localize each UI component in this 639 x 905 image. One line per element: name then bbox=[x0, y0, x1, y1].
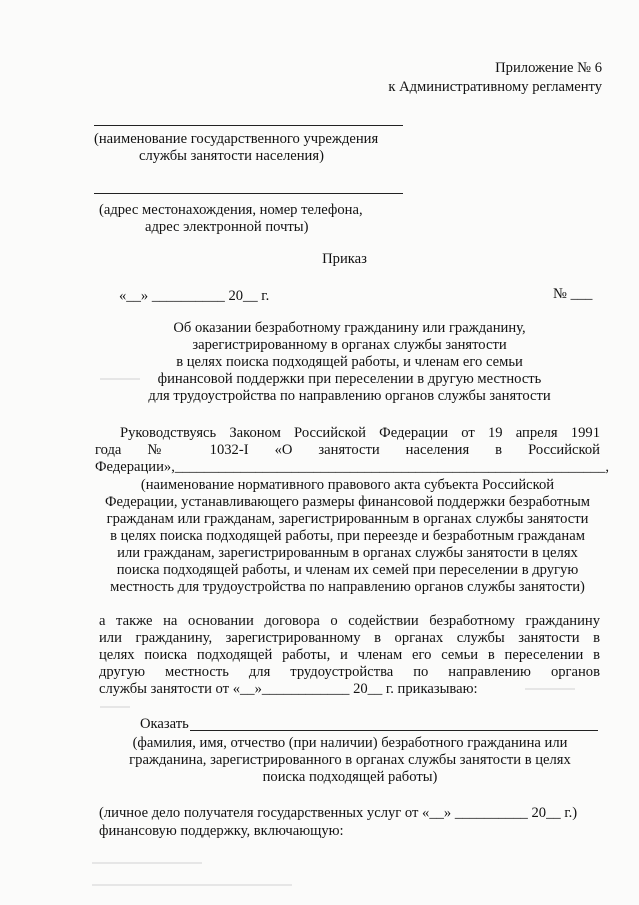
institution-caption-line1: (наименование государственного учреждения bbox=[94, 131, 379, 147]
provide-caption-line3: поиска подходящей работы) bbox=[262, 769, 438, 785]
body1-line3: Федерации»,___________________________________________________________, bbox=[95, 459, 610, 475]
body1-line2: года № 1032-I «О занятости населения в Российской bbox=[95, 442, 600, 458]
normative-caption-line4: в целях поиска подходящей работы, при переезде и безработным гражданам bbox=[110, 528, 585, 544]
heading-line5: для трудоустройства по направлению органов службы занятости bbox=[148, 388, 551, 404]
body2-line4: другую местность для трудоустройства по направлению органов bbox=[99, 664, 600, 680]
body2-line2: или гражданину, зарегистрированному в органах службы занятости в bbox=[99, 630, 600, 646]
appendix-title: Приложение № 6 bbox=[495, 60, 602, 76]
address-caption-line2: адрес электронной почты) bbox=[145, 219, 309, 235]
order-title: Приказ bbox=[322, 251, 367, 267]
normative-caption-line2: Федерации, устанавливающего размеры финансовой поддержки безработным bbox=[104, 494, 591, 510]
normative-caption-line1: (наименование нормативного правового акта субъекта Российской bbox=[140, 477, 555, 493]
heading-line1: Об оказании безработному гражданину или гражданину, bbox=[173, 320, 526, 336]
normative-caption-line5: или гражданам, зарегистрированным в органах службы занятости в целях bbox=[117, 545, 578, 561]
normative-caption-line6: поиска подходящей работы, и членам их семей при переселении в другую bbox=[116, 562, 579, 578]
provide-caption-line2: гражданина, зарегистрированного в органах службы занятости в целях bbox=[129, 752, 571, 768]
order-date-line: «__» __________ 20__ г. bbox=[119, 288, 270, 304]
personal-file-line1: (личное дело получателя государственных услуг от «__» __________ 20__ г.) bbox=[99, 805, 578, 821]
provide-caption-line1: (фамилия, имя, отчество (при наличии) безработного гражданина или bbox=[132, 735, 568, 751]
institution-name-blank bbox=[94, 125, 403, 126]
body1-line1: Руководствуясь Законом Российской Федерации от 19 апреля 1991 bbox=[120, 425, 600, 441]
body2-line1: а также на основании договора о содействии безработному гражданину bbox=[99, 613, 600, 629]
heading-line2: зарегистрированному в органах службы занятости bbox=[192, 337, 507, 353]
institution-caption-line2: службы занятости населения) bbox=[139, 148, 324, 164]
body2-line3: целях поиска подходящей работы, и членам его семьи в переселении в bbox=[99, 647, 600, 663]
address-caption-line1: (адрес местонахождения, номер телефона, bbox=[99, 202, 363, 218]
scan-artifact bbox=[92, 862, 202, 864]
body2-line5: службы занятости от «__»____________ 20__ г. приказываю: bbox=[99, 681, 478, 697]
address-blank bbox=[94, 193, 403, 194]
recipient-name-blank bbox=[190, 730, 598, 731]
scan-artifact bbox=[100, 706, 130, 708]
heading-line3: в целях поиска подходящей работы, и членам его семьи bbox=[176, 354, 523, 370]
scan-artifact bbox=[100, 378, 140, 380]
personal-file-line2: финансовую поддержку, включающую: bbox=[99, 823, 344, 839]
normative-caption-line3: гражданам или гражданам, зарегистрированным в органах службы занятости bbox=[106, 511, 589, 527]
heading-line4: финансовой поддержки при переселении в другую местность bbox=[157, 371, 542, 387]
scan-artifact bbox=[92, 884, 292, 886]
scan-artifact bbox=[525, 688, 575, 690]
order-number-line: № ___ bbox=[553, 286, 593, 302]
normative-caption-line7: местность для трудоустройства по направлению органов службы занятости) bbox=[110, 579, 585, 595]
provide-label: Оказать bbox=[140, 716, 189, 732]
appendix-subtitle: к Административному регламенту bbox=[388, 79, 602, 95]
